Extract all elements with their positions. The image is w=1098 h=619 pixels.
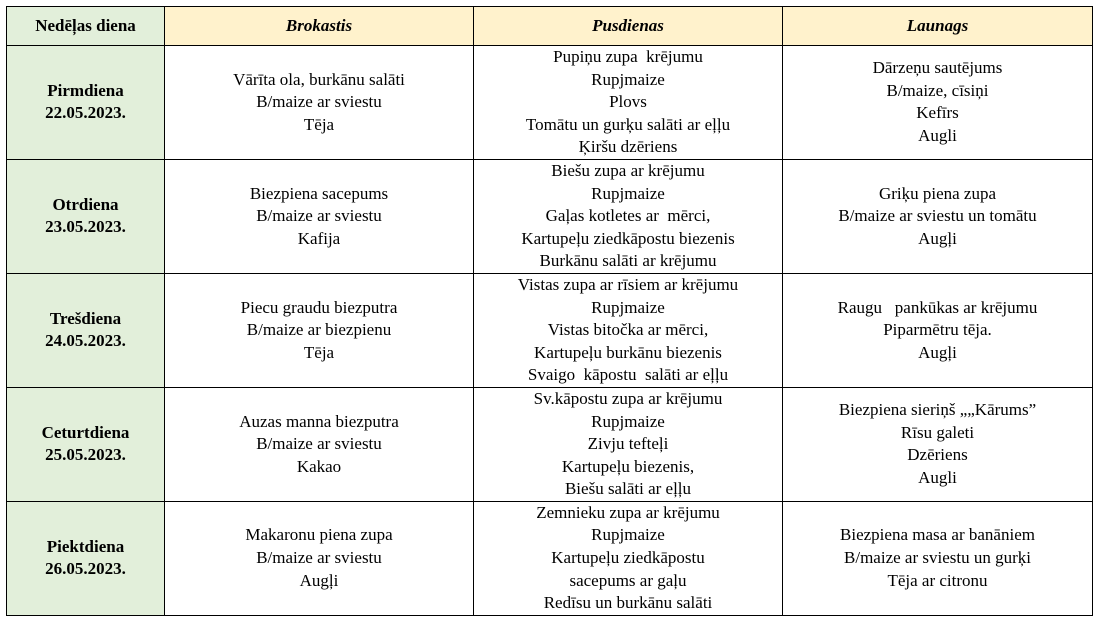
day-date: 23.05.2023.	[45, 217, 126, 237]
day-name: Pirmdiena	[47, 80, 124, 100]
menu-item: Gaļas kotletes ar mērci,	[545, 206, 711, 226]
menu-item: Zemnieku zupa ar krējumu	[536, 502, 720, 522]
day-date: 26.05.2023.	[45, 559, 126, 579]
menu-item: Tēja	[303, 114, 335, 134]
header-breakfast: Brokastis	[165, 7, 474, 46]
menu-item: Biezpiena sieriņš „„Kārums”	[838, 400, 1037, 420]
menu-item: Kartupeļu biezenis,	[561, 456, 695, 476]
table-row	[7, 159, 1093, 273]
lunch-cell	[474, 273, 783, 387]
menu-item: Kartupeļu ziedkāpostu	[551, 548, 705, 568]
menu-item: B/maize ar sviestu	[256, 434, 382, 454]
menu-item: Dārzeņu sautējums	[872, 58, 1003, 78]
day-cell	[7, 273, 165, 387]
menu-item: Augļi	[299, 570, 339, 590]
menu-item: Rupjmaize	[591, 297, 665, 317]
menu-item: Biešu zupa ar krējumu	[551, 160, 705, 180]
menu-item: Rīsu galeti	[900, 422, 975, 442]
header-day: Nedēļas diena	[7, 7, 165, 46]
day-name: Otrdiena	[52, 194, 119, 214]
menu-item: B/maize ar sviestu	[256, 92, 382, 112]
menu-item: Sv.kāpostu zupa ar krējumu	[533, 388, 723, 408]
menu-item: B/maize ar sviestu un gurķi	[844, 548, 1031, 568]
snack-cell	[783, 46, 1093, 160]
table-row	[7, 501, 1093, 615]
menu-item: Tomātu un gurķu salāti ar eļļu	[525, 114, 731, 134]
menu-item: Rupjmaize	[591, 525, 665, 545]
menu-item: Tēja	[303, 342, 335, 362]
menu-item: Augli	[918, 467, 957, 487]
menu-item: Rupjmaize	[591, 69, 665, 89]
menu-item: Kartupeļu burkānu biezenis	[534, 342, 722, 362]
day-name: Trešdiena	[49, 308, 122, 328]
lunch-cell	[474, 501, 783, 615]
menu-item: Auzas manna biezputra	[239, 411, 399, 431]
snack-cell	[783, 159, 1093, 273]
menu-item: Vistas bitočka ar mērci,	[547, 320, 709, 340]
menu-item: Vistas zupa ar rīsiem ar krējumu	[517, 274, 739, 294]
table-row	[7, 273, 1093, 387]
table-row	[7, 387, 1093, 501]
menu-item: Kartupeļu ziedkāpostu biezenis	[521, 228, 735, 248]
menu-item: Vārīta ola, burkānu salāti	[233, 69, 405, 89]
header-snack: Launags	[783, 7, 1093, 46]
menu-item: Kafija	[297, 228, 341, 248]
menu-item: Biešu salāti ar eļļu	[564, 479, 692, 499]
day-date: 24.05.2023.	[45, 331, 126, 351]
day-name: Ceturtdiena	[41, 422, 130, 442]
menu-item: Griķu piena zupa	[878, 183, 997, 203]
menu-item: B/maize ar biezpienu	[246, 320, 392, 340]
menu-item: Augļi	[918, 228, 957, 248]
breakfast-cell	[165, 159, 474, 273]
menu-item: Raugu pankūkas ar krējumu	[837, 297, 1038, 317]
menu-item: Redīsu un burkānu salāti	[543, 593, 713, 613]
menu-item: Plovs	[609, 92, 647, 112]
menu-item: Ķiršu dzēriens	[578, 137, 678, 157]
snack-cell	[783, 501, 1093, 615]
menu-item: Makaronu piena zupa	[245, 525, 393, 545]
menu-item: Rupjmaize	[591, 183, 665, 203]
day-date: 25.05.2023.	[45, 445, 126, 465]
lunch-cell	[474, 387, 783, 501]
menu-item: Burkānu salāti ar krējumu	[539, 251, 717, 271]
menu-item: sacepums ar gaļu	[569, 570, 687, 590]
day-cell	[7, 159, 165, 273]
menu-item: Piparmētru tēja.	[883, 320, 992, 340]
menu-item: Piecu graudu biezputra	[240, 297, 398, 317]
lunch-cell	[474, 159, 783, 273]
day-date: 22.05.2023.	[45, 103, 126, 123]
breakfast-cell	[165, 46, 474, 160]
lunch-cell	[474, 46, 783, 160]
breakfast-cell	[165, 501, 474, 615]
menu-item: Zivju tefteļi	[587, 434, 669, 454]
breakfast-cell	[165, 273, 474, 387]
menu-item: Biezpiena masa ar banāniem	[840, 525, 1035, 545]
day-cell	[7, 46, 165, 160]
weekly-menu-table	[6, 6, 1093, 616]
snack-cell	[783, 273, 1093, 387]
snack-cell	[783, 387, 1093, 501]
day-cell	[7, 501, 165, 615]
menu-item: B/maize ar sviestu	[256, 206, 382, 226]
menu-item: Svaigo kāpostu salāti ar eļļu	[527, 365, 729, 385]
header-row	[7, 7, 1093, 46]
menu-item: Kakao	[296, 456, 342, 476]
header-lunch: Pusdienas	[474, 7, 783, 46]
menu-item: Biezpiena sacepums	[249, 183, 389, 203]
table-row	[7, 46, 1093, 160]
menu-item: Augļi	[918, 342, 957, 362]
menu-item: Pupiņu zupa krējumu	[553, 47, 703, 66]
breakfast-cell	[165, 387, 474, 501]
menu-item: Kefīrs	[916, 103, 959, 123]
day-cell	[7, 387, 165, 501]
menu-item: Rupjmaize	[591, 411, 665, 431]
menu-item: B/maize ar sviestu	[256, 548, 382, 568]
menu-item: Tēja ar citronu	[887, 570, 988, 590]
day-name: Piektdiena	[46, 536, 125, 556]
menu-item: B/maize, cīsiņi	[886, 80, 989, 100]
menu-item: B/maize ar sviestu un tomātu	[838, 206, 1037, 226]
menu-item: Augli	[918, 126, 957, 146]
menu-item: Dzēriens	[907, 445, 968, 465]
